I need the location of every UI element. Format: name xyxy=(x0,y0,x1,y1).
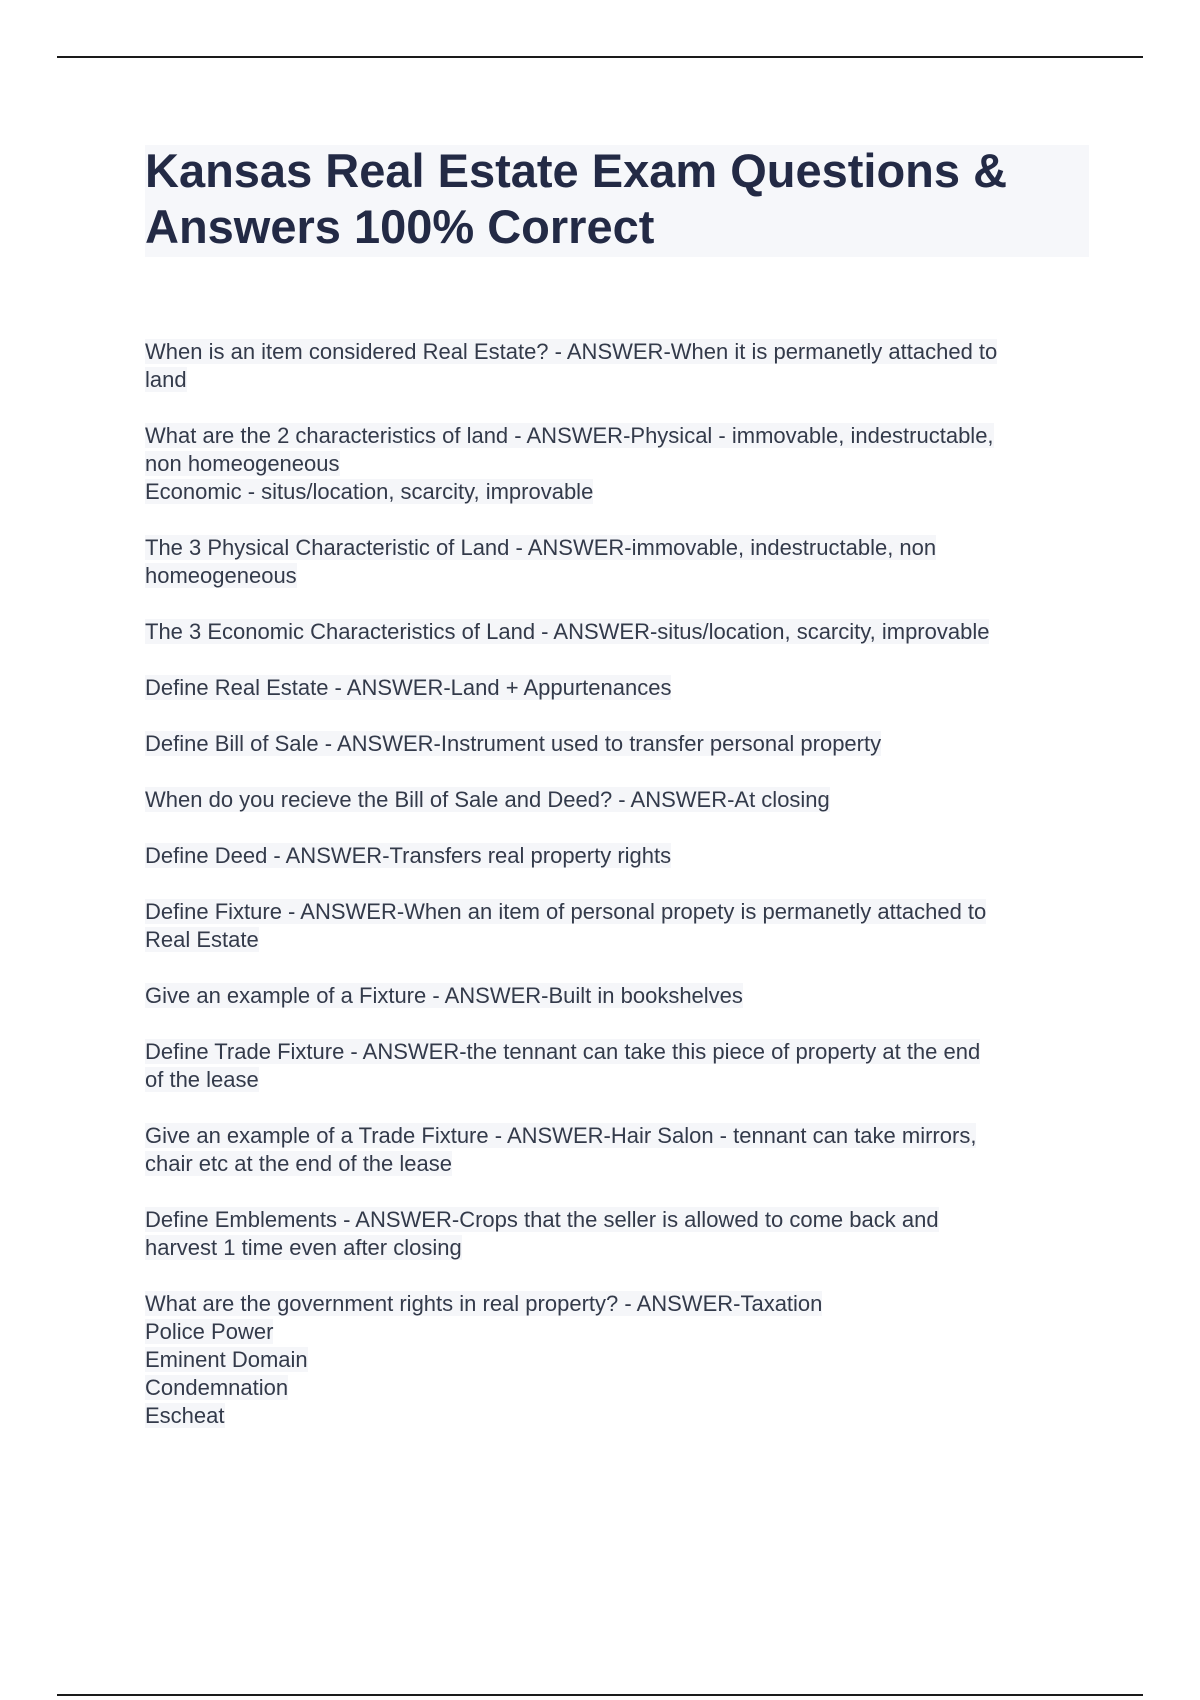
title-line: Kansas Real Estate Exam Questions & xyxy=(145,144,1008,197)
qa-line xyxy=(145,618,1100,646)
qa-item xyxy=(145,338,1100,394)
qa-text: non homeogeneous xyxy=(145,451,340,476)
qa-text: harvest 1 time even after closing xyxy=(145,1235,462,1260)
qa-text: Give an example of a Fixture - ANSWER-Built in bookshelves xyxy=(145,983,743,1008)
qa-line xyxy=(145,1066,1100,1094)
qa-text: Real Estate xyxy=(145,927,259,952)
qa-line xyxy=(145,338,1100,366)
document-title xyxy=(145,143,1089,255)
qa-line xyxy=(145,1234,1100,1262)
qa-text: The 3 Physical Characteristic of Land - ANSWER-immovable, indestructable, non xyxy=(145,535,937,560)
qa-text: Define Real Estate - ANSWER-Land + Appurtenances xyxy=(145,675,672,700)
qa-line xyxy=(145,478,1100,506)
qa-text: Condemnation xyxy=(145,1375,289,1400)
qa-line xyxy=(145,926,1100,954)
qa-item xyxy=(145,1206,1100,1262)
qa-line xyxy=(145,450,1100,478)
title-line: Answers 100% Correct xyxy=(145,200,655,253)
qa-item xyxy=(145,786,1100,814)
qa-line xyxy=(145,898,1100,926)
qa-item xyxy=(145,982,1100,1010)
qa-line xyxy=(145,842,1100,870)
qa-line xyxy=(145,1290,1100,1318)
qa-text: Eminent Domain xyxy=(145,1347,308,1372)
qa-text: land xyxy=(145,367,187,392)
qa-line xyxy=(145,786,1100,814)
qa-line xyxy=(145,1346,1100,1374)
qa-line xyxy=(145,730,1100,758)
qa-line xyxy=(145,1122,1100,1150)
qa-item xyxy=(145,618,1100,646)
qa-text: Give an example of a Trade Fixture - ANSWER-Hair Salon - tennant can take mirrors, xyxy=(145,1123,977,1148)
qa-item xyxy=(145,534,1100,590)
qa-item xyxy=(145,730,1100,758)
title-block xyxy=(145,145,1089,257)
qa-item xyxy=(145,422,1100,506)
qa-line xyxy=(145,1038,1100,1066)
top-rule xyxy=(57,56,1143,58)
qa-line xyxy=(145,422,1100,450)
bottom-rule xyxy=(57,1694,1143,1696)
qa-line xyxy=(145,1374,1100,1402)
qa-line xyxy=(145,1206,1100,1234)
qa-line xyxy=(145,1318,1100,1346)
qa-item xyxy=(145,1038,1100,1094)
qa-item xyxy=(145,898,1100,954)
qa-text: Define Trade Fixture - ANSWER-the tennant can take this piece of property at the end xyxy=(145,1039,981,1064)
qa-text: What are the 2 characteristics of land - ANSWER-Physical - immovable, indestructable, xyxy=(145,423,994,448)
qa-line xyxy=(145,674,1100,702)
qa-text: Define Fixture - ANSWER-When an item of personal propety is permanetly attached to xyxy=(145,899,987,924)
qa-item xyxy=(145,1122,1100,1178)
qa-text: When do you recieve the Bill of Sale and Deed? - ANSWER-At closing xyxy=(145,787,830,812)
qa-text: Police Power xyxy=(145,1319,274,1344)
qa-text: When is an item considered Real Estate? - ANSWER-When it is permanetly attached to xyxy=(145,339,998,364)
qa-line xyxy=(145,1150,1100,1178)
qa-text: Define Deed - ANSWER-Transfers real property rights xyxy=(145,843,672,868)
qa-text: The 3 Economic Characteristics of Land - ANSWER-situs/location, scarcity, improvable xyxy=(145,619,990,644)
qa-text: Escheat xyxy=(145,1403,225,1428)
qa-text: Define Bill of Sale - ANSWER-Instrument used to transfer personal property xyxy=(145,731,882,756)
qa-line xyxy=(145,562,1100,590)
qa-line xyxy=(145,982,1100,1010)
qa-text: chair etc at the end of the lease xyxy=(145,1151,452,1176)
qa-text: of the lease xyxy=(145,1067,259,1092)
qa-item xyxy=(145,674,1100,702)
qa-item xyxy=(145,1290,1100,1430)
qa-line xyxy=(145,366,1100,394)
qa-text: Define Emblements - ANSWER-Crops that the seller is allowed to come back and xyxy=(145,1207,939,1232)
qa-text: homeogeneous xyxy=(145,563,297,588)
qa-item xyxy=(145,842,1100,870)
qa-line xyxy=(145,534,1100,562)
qa-text: What are the government rights in real property? - ANSWER-Taxation xyxy=(145,1291,823,1316)
qa-list xyxy=(145,338,1100,1458)
qa-line xyxy=(145,1402,1100,1430)
qa-text: Economic - situs/location, scarcity, improvable xyxy=(145,479,594,504)
